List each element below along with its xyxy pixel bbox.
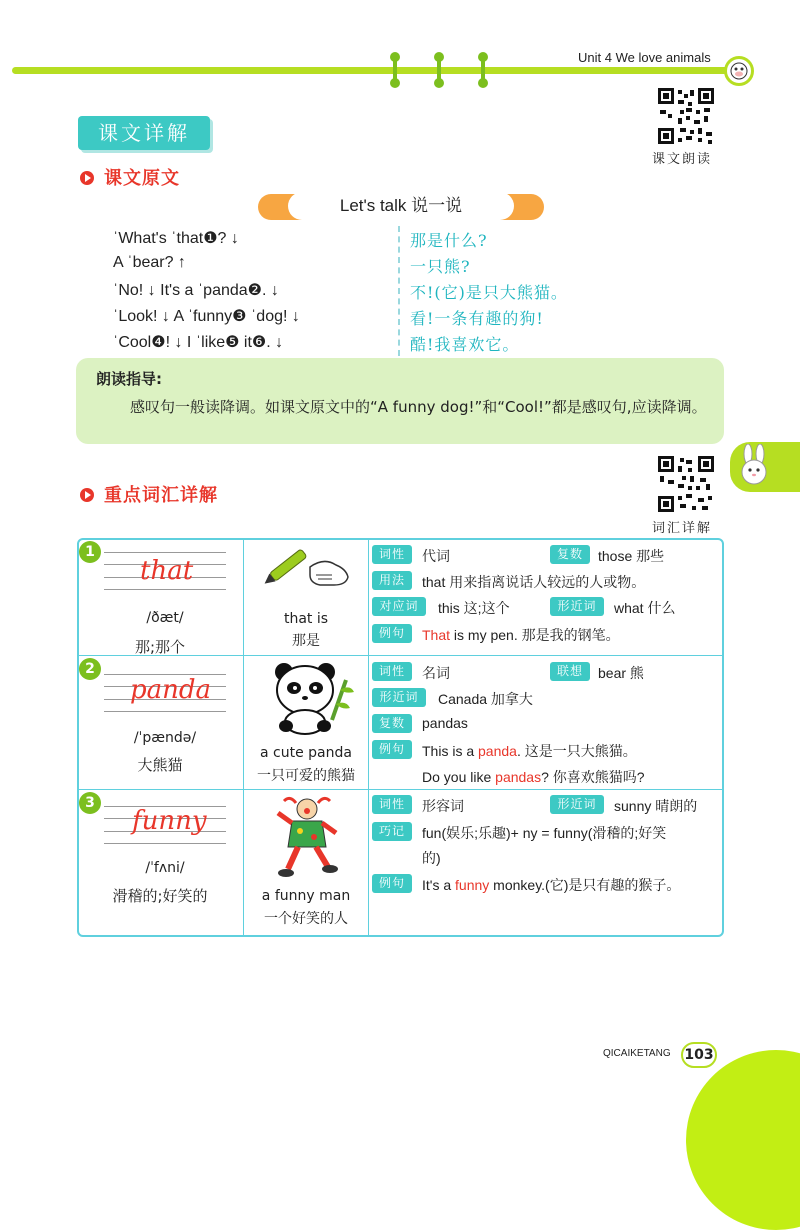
illustration-caption: a funny man <box>261 888 351 904</box>
tag-part-of-speech: 词性 <box>372 662 412 681</box>
tag-usage: 用法 <box>372 571 412 590</box>
example-sentence: Do you like pandas? 你喜欢熊猫吗? <box>422 769 645 785</box>
row-number-badge: 3 <box>79 792 101 814</box>
vocab-detail: 形容词 <box>422 798 464 814</box>
example-sentence: That is my pen. 那是我的钢笔。 <box>422 627 620 643</box>
section-banner: 课文详解 <box>78 116 210 150</box>
header-rule <box>12 67 737 74</box>
illustration-caption: 一只可爱的熊猫 <box>257 768 355 784</box>
qr-caption: 课文朗读 <box>652 152 713 167</box>
illustration-caption: a cute panda <box>260 745 352 761</box>
talk-title: Let's talk 说一说 <box>288 192 514 220</box>
illustration-caption: that is <box>283 611 329 627</box>
play-bullet-icon <box>80 171 94 185</box>
qr-code-icon[interactable] <box>656 454 716 514</box>
tag-part-of-speech: 词性 <box>372 545 412 564</box>
vocab-word: that <box>140 556 194 586</box>
tag-plural: 复数 <box>550 545 590 564</box>
vocab-detail: bear 熊 <box>598 665 644 681</box>
vocab-meaning: 大熊猫 <box>137 756 183 774</box>
vocab-detail: sunny 晴朗的 <box>614 798 698 814</box>
header-ornament <box>478 52 488 62</box>
vocab-meaning: 那;那个 <box>134 638 186 656</box>
vocab-phonetic: /ðæt/ <box>146 610 184 626</box>
clown-illustration <box>270 793 344 883</box>
footer-brand: QICAIKETANG <box>603 1048 671 1059</box>
unit-title: Unit 4 We love animals <box>578 50 711 65</box>
rabbit-icon <box>734 444 774 492</box>
header-ornament <box>478 78 488 88</box>
dialog-line-cn: 不!(它)是只大熊猫。 <box>410 283 568 302</box>
header-ornament <box>390 52 400 62</box>
row-number-badge: 1 <box>79 541 101 563</box>
qr-code-icon[interactable] <box>656 86 716 146</box>
tag-similar-word: 形近词 <box>550 795 604 814</box>
vocab-detail: 名词 <box>422 665 450 681</box>
tag-example: 例句 <box>372 624 412 643</box>
vocab-detail: those 那些 <box>598 548 665 564</box>
row-number-badge: 2 <box>79 658 101 680</box>
corner-decoration <box>686 1050 800 1230</box>
example-sentence: This is a panda. 这是一只大熊猫。 <box>422 743 637 759</box>
panda-illustration <box>262 660 358 740</box>
vocab-detail: 的) <box>422 850 441 866</box>
qr-caption: 词汇详解 <box>652 521 713 536</box>
dialog-line-cn: 那是什么? <box>410 231 488 250</box>
vocab-detail: Canada 加拿大 <box>438 691 533 707</box>
vocab-detail: this 这;这个 <box>438 600 510 616</box>
tag-similar-word: 形近词 <box>372 688 426 707</box>
vocab-detail: what 什么 <box>614 600 676 616</box>
dialog-divider <box>398 226 400 356</box>
dialog-line-en: ˈLook! ↓ A ˈfunny❸ ˈdog! ↓ <box>113 308 300 325</box>
subheading-vocab: 重点词汇详解 <box>80 481 218 507</box>
dialog-line-cn: 酷!我喜欢它。 <box>410 335 520 354</box>
vocab-detail: fun(娱乐;乐趣)+ ny = funny(滑稽的;好笑 <box>422 825 667 841</box>
vocab-word: panda <box>130 675 212 705</box>
dialog-line-cn: 看!一条有趣的狗! <box>410 309 544 328</box>
tag-plural: 复数 <box>372 714 412 733</box>
illustration-caption: 那是 <box>292 633 320 649</box>
dialog-line-en: ˈNo! ↓ It's a ˈpanda❷. ↓ <box>113 282 279 299</box>
page-number: 103 <box>681 1042 717 1068</box>
play-bullet-icon <box>80 488 94 502</box>
header-ornament <box>434 52 444 62</box>
illustration-caption: 一个好笑的人 <box>264 911 348 927</box>
tag-example: 例句 <box>372 740 412 759</box>
reading-guide-text: 感叹句一般读降调。如课文原文中的“A funny dog!”和“Cool!”都是感叹句,应读降调。 <box>130 398 707 416</box>
dialog-line-en: ˈCool❹! ↓ I ˈlike❺ it❻. ↓ <box>113 334 284 351</box>
dialog-line-en: ˈWhat's ˈthat❶? ↓ <box>113 230 239 247</box>
cow-mascot-icon <box>724 56 754 86</box>
dialog-line-cn: 一只熊? <box>410 257 471 276</box>
tag-counterpart: 对应词 <box>372 597 426 616</box>
tag-part-of-speech: 词性 <box>372 795 412 814</box>
vocab-phonetic: /ˈfʌni/ <box>145 860 185 876</box>
pen-pointing-illustration <box>258 543 354 603</box>
vocab-detail: pandas <box>422 715 468 731</box>
vocab-detail: 代词 <box>422 548 450 564</box>
tag-example: 例句 <box>372 874 412 893</box>
header-ornament <box>390 78 400 88</box>
table-col-divider <box>368 538 369 937</box>
table-row-divider <box>77 789 724 790</box>
vocab-word: funny <box>132 806 207 836</box>
vocab-meaning: 滑稽的;好笑的 <box>112 887 208 905</box>
tag-similar-word: 形近词 <box>550 597 604 616</box>
tag-association: 联想 <box>550 662 590 681</box>
example-sentence: It's a funny monkey.(它)是只有趣的猴子。 <box>422 877 681 893</box>
reading-guide-title: 朗读指导: <box>96 370 162 388</box>
tag-memory-tip: 巧记 <box>372 822 412 841</box>
vocab-detail: that 用来指离说话人较远的人或物。 <box>422 574 646 590</box>
dialog-line-en: A ˈbear? ↑ <box>113 254 186 271</box>
vocab-phonetic: /ˈpændə/ <box>133 730 197 746</box>
subheading-text: 课文原文 <box>80 164 180 190</box>
header-ornament <box>434 78 444 88</box>
